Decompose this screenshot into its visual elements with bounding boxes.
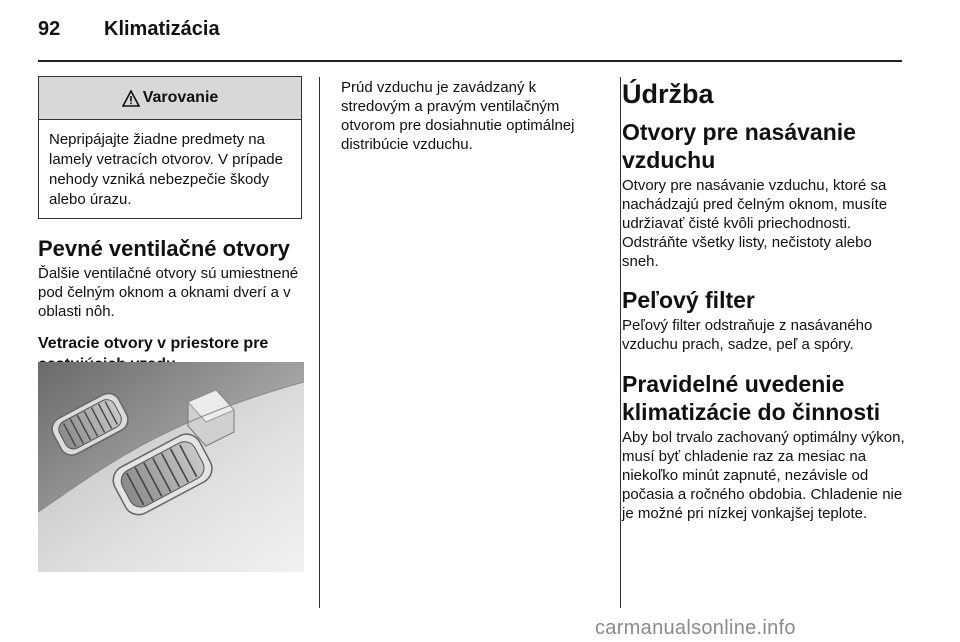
warning-header — [39, 77, 301, 120]
column-divider-2 — [620, 77, 621, 608]
rear-vents-text: Prúd vzduchu je zavádzaný k stredovým a pravým ventilačným otvorom pre dosiahnutie optimálnej distribúcie vzduchu. — [341, 79, 575, 153]
warning-box — [38, 76, 302, 219]
pollen-filter-text: Peľový filter odstraňuje z nasávaného vzduchu prach, sadze, peľ a spóry. — [622, 317, 873, 353]
intake-heading: Otvory pre nasávanie vzduchu — [622, 119, 856, 173]
page-number: 92 — [38, 18, 61, 40]
warning-text: Nepripájajte žiadne predmety na lamely vetracích otvorov. V prípade nehody vzniká nebezpečie škody alebo úrazu. — [49, 131, 283, 208]
pollen-filter-heading: Peľový filter — [622, 287, 755, 313]
fixed-vents-heading: Pevné ventilačné otvory — [38, 236, 290, 261]
warning-triangle-icon — [122, 90, 140, 107]
column-right — [622, 78, 912, 523]
maintenance-heading: Údržba — [622, 79, 714, 109]
regular-operation-text: Aby bol trvalo zachovaný optimálny výkon, musí byť chladenie raz za mesiac na niekoľko minút zapnuté, nezávisle od počasia a ročného obdobia. Chladenie nie je možné pri nízkej vonkajšej teplote. — [622, 429, 905, 522]
page-header — [38, 18, 220, 41]
column-divider-1 — [319, 77, 320, 608]
page-title: Klimatizácia — [104, 18, 220, 40]
intake-text: Otvory pre nasávanie vzduchu, ktoré sa nachádzajú pred čelným oknom, musíte udržiavať čisté kvôli priechodnosti. Odstráňte všetky listy, nečistoty alebo sneh. — [622, 177, 888, 270]
header-rule — [38, 60, 902, 62]
rear-vents-illustration — [38, 362, 304, 572]
regular-operation-heading: Pravidelné uvedenie klimatizácie do činnosti — [622, 371, 881, 425]
fixed-vents-text: Ďalšie ventilačné otvory sú umiestnené pod čelným oknom a oknami dverí a v oblasti nôh. — [38, 265, 299, 320]
watermark: carmanualsonline.info — [595, 617, 796, 639]
column-middle — [341, 78, 601, 154]
warning-title: Varovanie — [142, 89, 219, 106]
rear-vents-heading: Vetracie otvory v priestore pre — [38, 335, 269, 352]
column-left — [38, 76, 302, 375]
